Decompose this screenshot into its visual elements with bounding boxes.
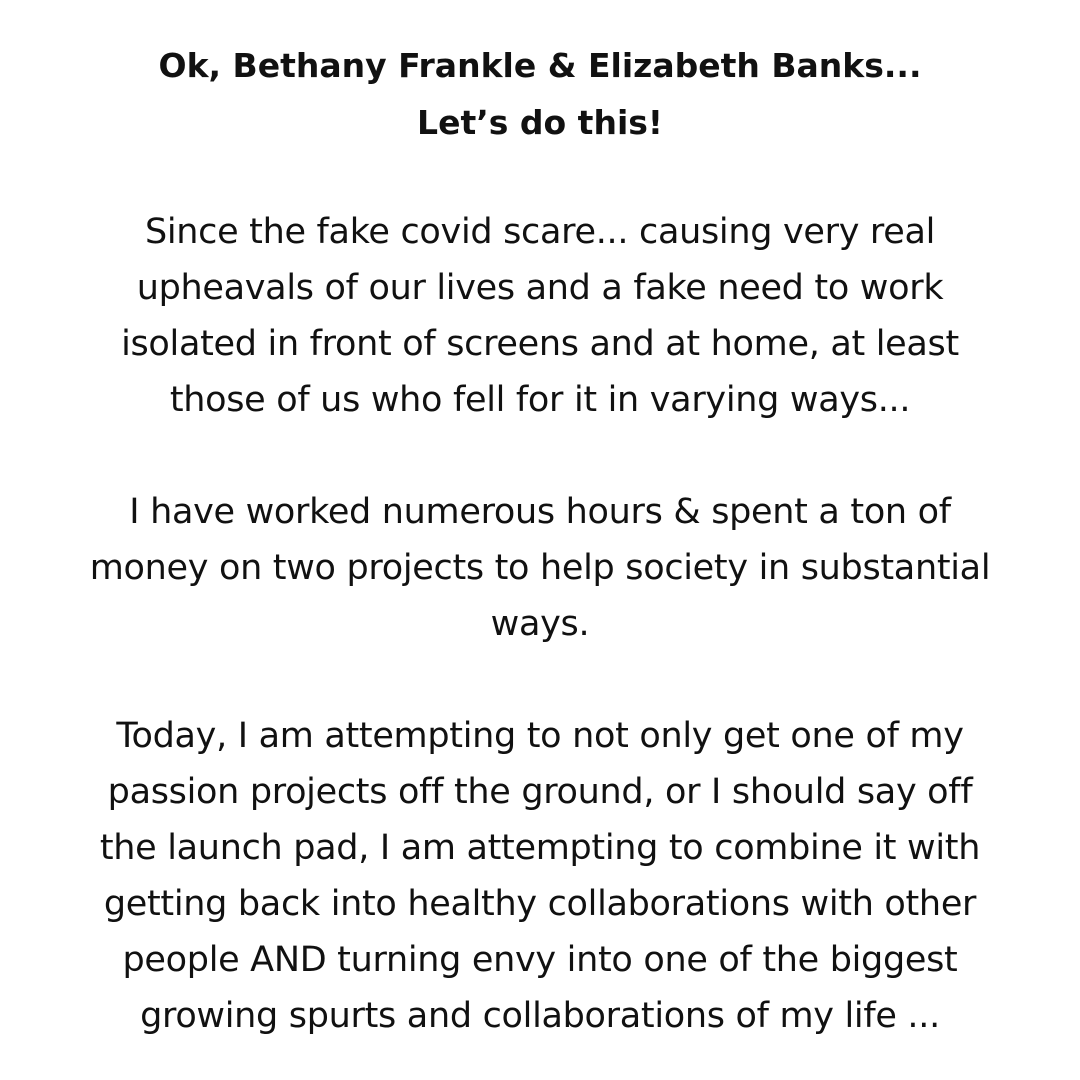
- paragraph-3-line-5: people AND turning envy into one of the biggest: [122, 940, 958, 980]
- paragraph-1-line-1: Since the fake covid scare... causing very real: [144, 212, 936, 252]
- paragraph-3-line-6: growing spurts and collaborations of my life ...: [140, 996, 940, 1036]
- paragraph-1-line-3: isolated in front of screens and at home, at least: [121, 324, 959, 364]
- paragraph-3-line-2: passion projects off the ground, or I should say off: [107, 772, 973, 812]
- paragraph-1-line-4: those of us who fell for it in varying ways...: [169, 380, 911, 420]
- paragraph-2-line-2: money on two projects to help society in substantial: [89, 548, 991, 588]
- heading-line-2: Let’s do this!: [417, 103, 663, 142]
- paragraph-3-line-3: the launch pad, I am attempting to combine it with: [99, 828, 981, 868]
- paragraph-3-line-1: Today, I am attempting to not only get one of my: [116, 716, 964, 756]
- paragraph-2-line-1: I have worked numerous hours & spent a ton of: [129, 492, 951, 532]
- paragraph-2-line-3: ways.: [490, 604, 590, 644]
- paragraph-1-line-2: upheavals of our lives and a fake need to work: [136, 268, 944, 308]
- heading-line-1: Ok, Bethany Frankle & Elizabeth Banks...: [158, 46, 922, 85]
- paragraph-3-line-4: getting back into healthy collaborations with other: [103, 884, 977, 924]
